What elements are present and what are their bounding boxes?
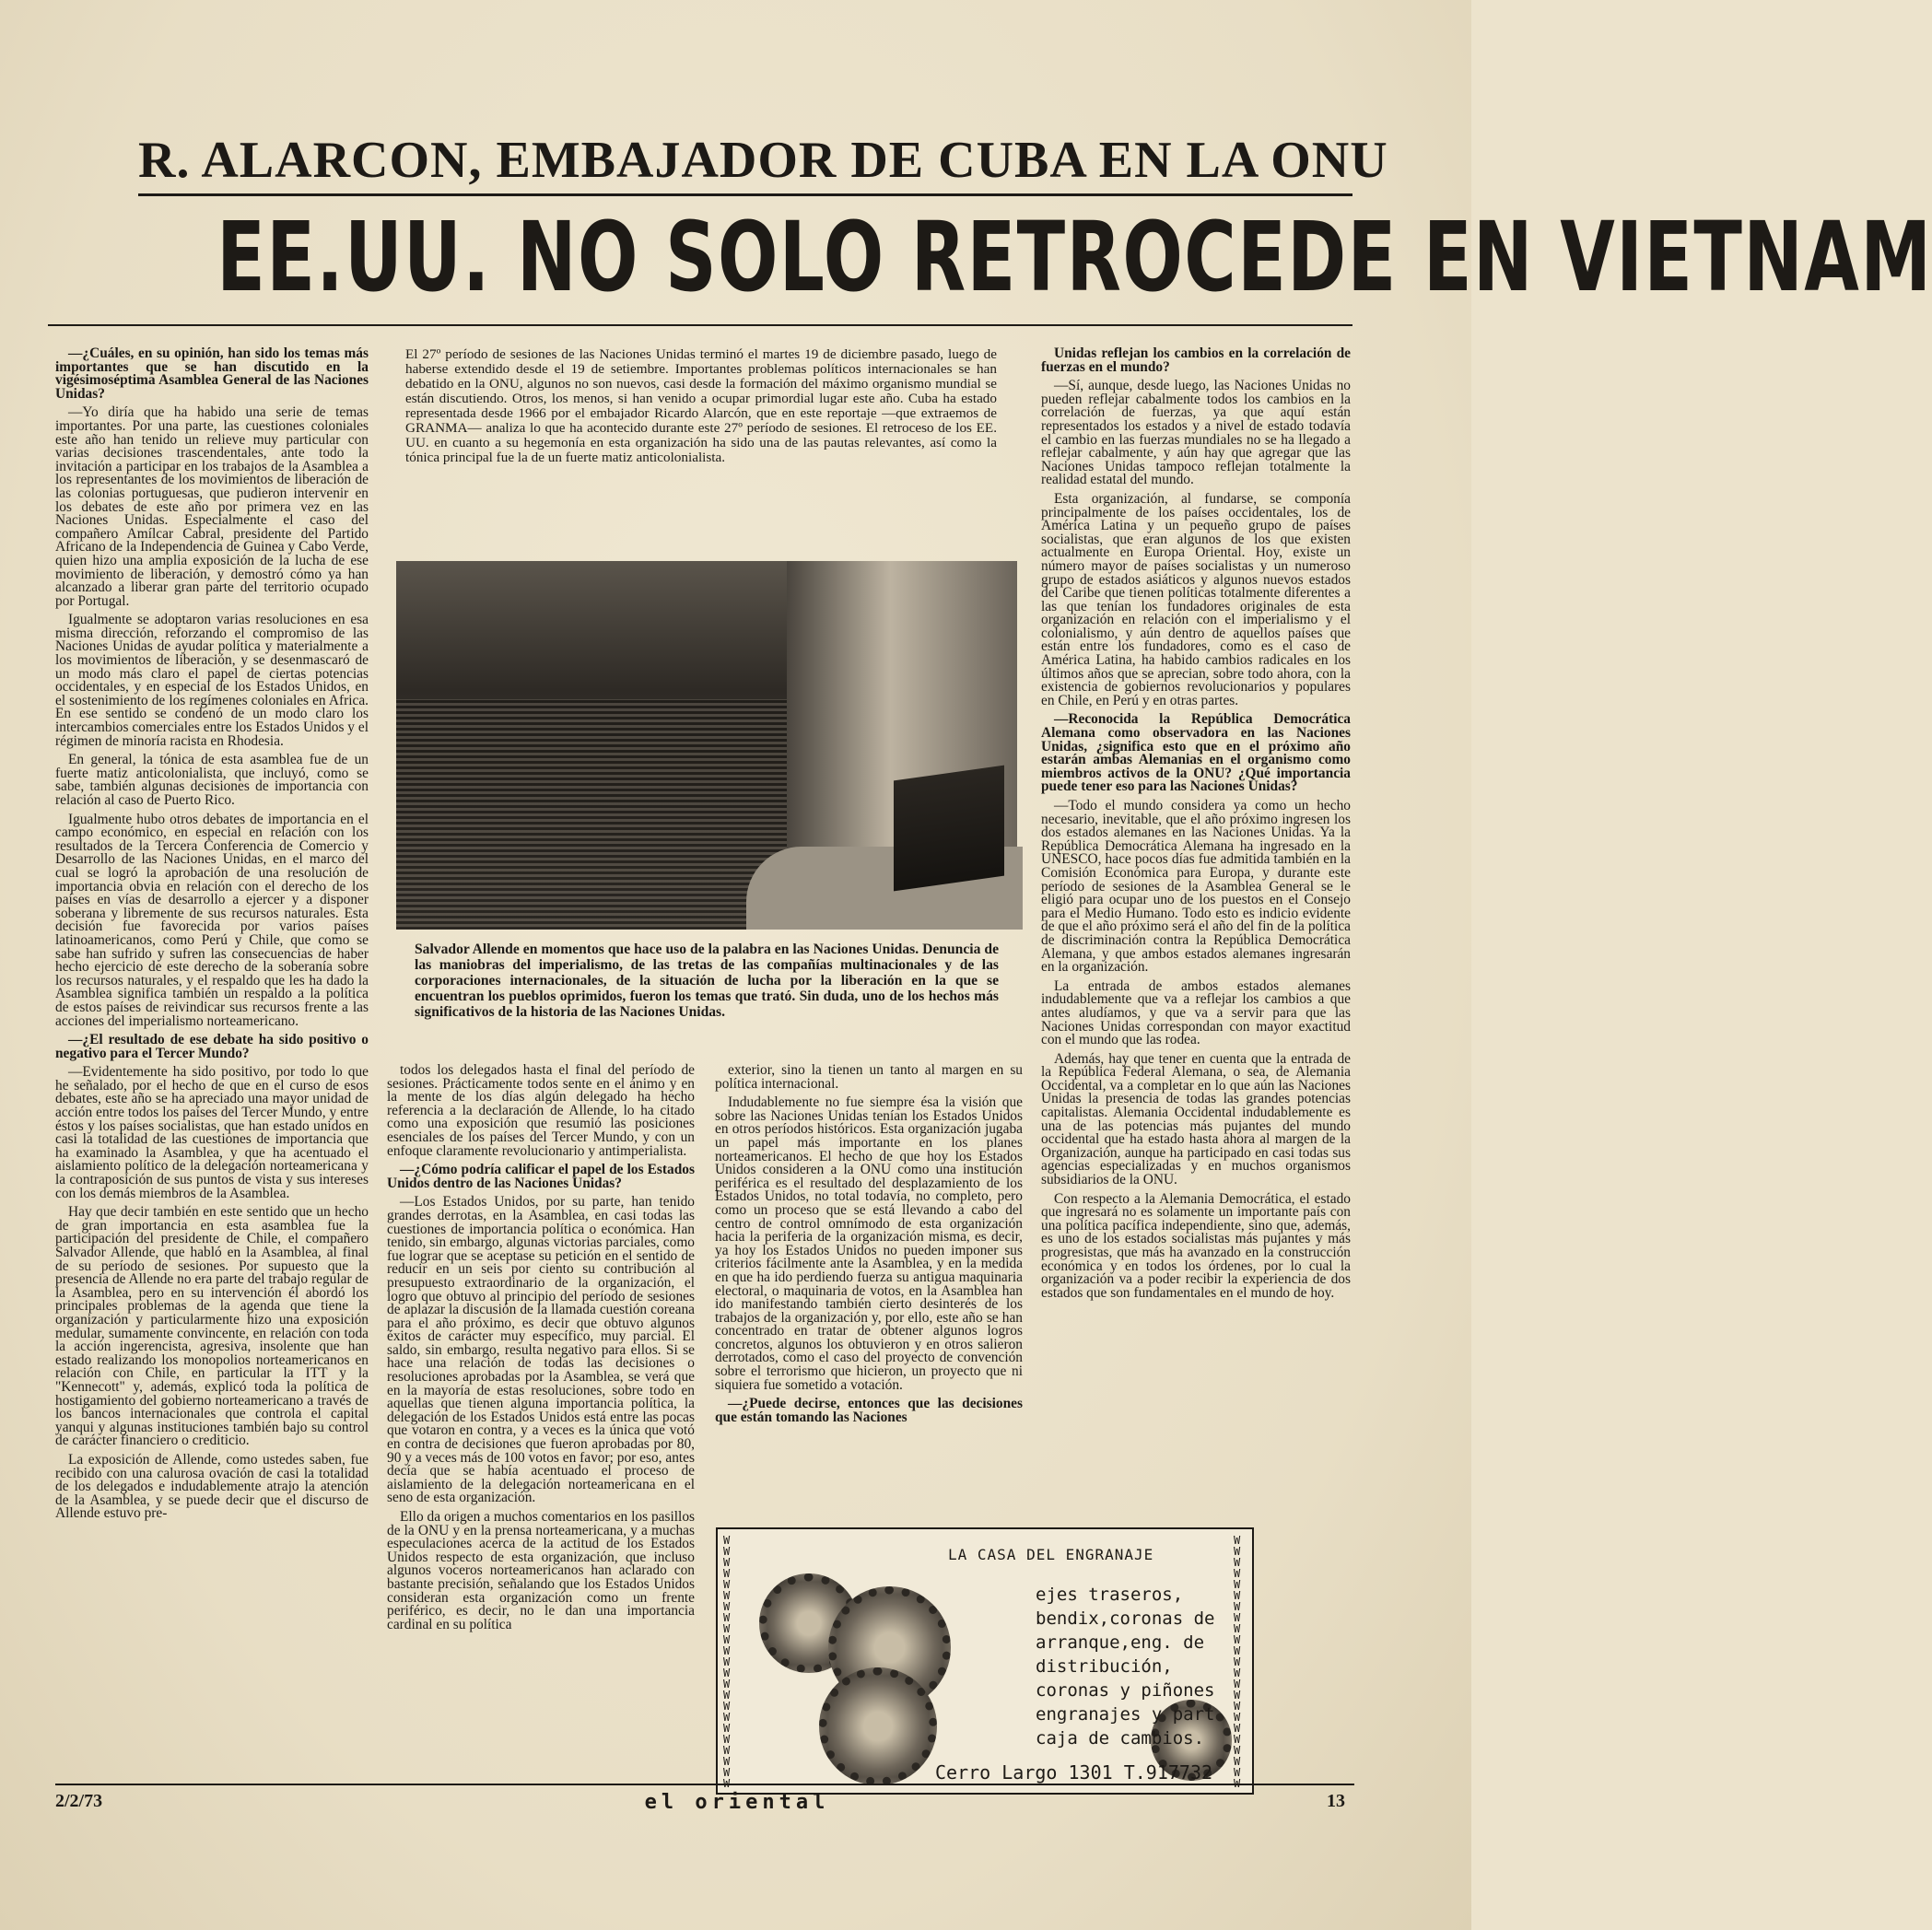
article-paragraph: La entrada de ambos estados alemanes indudablemente que va a reflejar los cambios a que antes aludíamos, y que va a servir para que las Naciones Unidas correspondan con mayor exactitud con el mundo que las rodea. (1041, 977, 1351, 1048)
ad-address-phone: Cerro Largo 1301 T.917732 (935, 1761, 1213, 1784)
article-paragraph: —Todo el mundo considera ya como un hecho necesario, inevitable, que el año próximo ingresen los dos estados alemanes en las Naciones Unidas. Ya la República Democrática Alemana ha ingresado en la UNESCO, hace pocos días fue admitida también en la Comisión Económica para Europa, y durante este período de sesiones de la Asamblea General se le eligió para ocupar uno de los puestos en el Consejo para el Medio Humano. Todo esto es indicio evidente de que el año próximo será el año del fin de la política de discriminación contra la República Democrática Alemana, y que ambos estados alemanes ingresarán en la organización. (1041, 798, 1351, 976)
ad-border-left: W W W W W W W W W W W W W W W W W W W W W W (723, 1534, 731, 1779)
article-paragraph: Indudablemente no fue siempre ésa la visión que sobre las Naciones Unidas tenían los Estados Unidos en otros períodos históricos. Esta organización jugaba un papel más importante en los planes norteamericanos. El hecho de que hoy los Estados Unidos consideren a la ONU como una institución periférica es el resultado del desplazamiento de los Estados Unidos, no total todavía, no completo, pero como un proceso que se está llevando a cabo del centro de control omnímodo de esta organización hacia la periferia de la organización misma, es decir, ya hoy los Estados Unidos no pueden imponer sus criterios fácilmente ante la Asamblea, y en la medida en que ha ido perdiendo fuerza su antigua maquinaria electoral, o maquinaria de votos, en la Asamblea han ido manifestando también cierto desinterés de los trabajos de la organización y, por ello, este año se han concentrado en tratar de obtener algunos logros concretos, algunos los obtuvieron y en otros salieron derrotados, como el caso del proyecto de convención sobre el terrorismo que hicieron, un proyecto que ni siquiera fue sometido a votación. (715, 1094, 1023, 1393)
photo-caption: Salvador Allende en momentos que hace uso de la palabra en las Naciones Unidas. Denuncia de las maniobras del imperialismo, de las tretas de las compañías multinacionales y de las corporaciones internacionales, de la situación de lucha por la liberación en la que se encuentran los pueblos oprimidos, fueron los temas que trató. Sin duda, uno de los hechos más significativos de la historia de las Naciones Unidas. (415, 942, 999, 1020)
page-number: 13 (1327, 1791, 1345, 1811)
photo-podium (894, 766, 1004, 892)
publication-name: el oriental (644, 1791, 830, 1814)
interview-question: —Reconocida la República Democrática Alemana como observadora en las Naciones Unidas, ¿significa esto que en el próximo año estarán ambas Alemanias en el organismo como miembros activos de la ONU? ¿Qué importancia puede tener eso para las Naciones Unidas? (1041, 711, 1351, 795)
assembly-photo (396, 561, 1017, 930)
article-paragraph: Ello da origen a muchos comentarios en los pasillos de la ONU y en la prensa norteamericana, y a muchas especulaciones acerca de la actitud de los Estados Unidos respecto de esta organización, que incluso algunos voceros norteamericanos han aclarado con bastante precisión, señalando que los Estados Unidos consideran esta organización como un frente periférico, es decir, no le dan una importancia cardinal en su política (387, 1509, 695, 1632)
ad-product-list: ejes traseros, bendix,coronas de arranque,eng. de distribución, coronas y piñones engranajes y part caja de cambios. (1036, 1585, 1215, 1749)
headline-rule (48, 324, 1352, 326)
ad-title: LA CASA DEL ENGRANAJE (948, 1546, 1154, 1563)
article-column-3 (715, 1064, 1023, 1488)
interview-question: —¿El resultado de ese debate ha sido positivo o negativo para el Tercer Mundo? (55, 1032, 369, 1061)
article-paragraph: —Yo diría que ha habido una serie de temas importantes. Por una parte, las cuestiones coloniales este año han tenido un relieve muy particular con varias decisiones trascendentales, ante todo la invitación a participar en los trabajos de la Asamblea a los representantes de los movimientos de liberación de las colonias portuguesas, que pudieron intervenir en los debates de este año por primera vez en las Naciones Unidas. Especialmente el caso del compañero Amílcar Cabral, presidente del Partido Africano de la Independencia de Guinea y Cabo Verde, quien hizo una amplia exposición de la lucha de ese movimiento de liberación, y demostró cómo ya han alcanzado a liberar gran parte del territorio ocupado por Portugal. (55, 404, 369, 609)
article-paragraph: —Evidentemente ha sido positivo, por todo lo que he señalado, por el hecho de que en el curso de esos debates, este año se ha apreciado una mayor unidad de acción entre todos los países del Tercer Mundo, y entre éstos y los países socialistas, que han estado unidos en casi la totalidad de las cuestiones de importancia que ha examinado la Asamblea, y que ha acentuado el aislamiento político de la delegación norteamericana y la contraposición de sus puntos de vista y sus intereses con los demás miembros de la Asamblea. (55, 1064, 369, 1201)
interview-question: Unidas reflejan los cambios en la correlación de fuerzas en el mundo? (1041, 345, 1351, 375)
article-paragraph: —Sí, aunque, desde luego, las Naciones Unidas no pueden reflejar cabalmente todos los cambios en la correlación de fuerzas, ya que aquí están representados los estados y a nivel de estado todavía el cambio en las fuerzas mundiales no se ha llegado a reflejar cabalmente, y aún hay que agregar que las Naciones Unidas tampoco reflejan totalmente la realidad estatal del mundo. (1041, 378, 1351, 488)
interview-question: —¿Puede decirse, entonces que las decisiones que están tomando las Naciones (715, 1396, 1023, 1425)
interview-question: —¿Cuáles, en su opinión, han sido los temas más importantes que se han discutido en la vigésimoséptima Asamblea General de las Naciones Unidas? (55, 345, 369, 402)
article-paragraph: Hay que decir también en este sentido que un hecho de gran importancia en esta asamblea fue la participación del presidente de Chile, el compañero Salvador Allende, que habló en la Asamblea, al final de su período de sesiones. Por supuesto que la presencia de Allende no era parte del trabajo regular de la Asamblea, pero en su intervención él abordó los principales problemas de la agenda que tiene la organización y particularmente hizo una exposición medular, sumamente convincente, en relación con toda la acción ingerencista, agresiva, insolente que han estado realizando los monopolios norteamericanos en relación con Chile, en particular la ITT y la "Kennecott" y, además, explicó toda la política de hostigamiento del gobierno norteamericano a través de los bancos internacionales que controla el capital yanqui y algunas instituciones también bajo su control de carácter financiero o crediticio. (55, 1204, 369, 1449)
issue-date: 2/2/73 (55, 1791, 103, 1811)
kicker-title: R. ALARCON, EMBAJADOR DE CUBA EN LA ONU (138, 132, 1388, 189)
article-paragraph: Igualmente se adoptaron varias resoluciones en esa misma dirección, reforzando el compromiso de las Naciones Unidas de ayudar política y materialmente a los movimientos de liberación, y se desenmascaró de un modo más claro el papel de ciertas potencias occidentales, y en especial de los Estados Unidos, en el sostenimiento de los regímenes coloniales en Africa. En ese sentido se condenó de un modo claro los intercambios comerciales entre los Estados Unidos y el régimen de minoría racista en Rhodesia. (55, 612, 369, 749)
article-paragraph: exterior, sino la tienen un tanto al margen en su política internacional. (715, 1062, 1023, 1092)
article-column-2 (387, 1064, 695, 1726)
article-paragraph: Igualmente hubo otros debates de importancia en el campo económico, en especial en relación con los resultados de la Tercera Conferencia de Comercio y Desarrollo de las Naciones Unidas, en el marco del cual se logró la aprobación de una resolución de importancia obvia en relación con el derecho de los países en vías de desarrollo a ejercer y a disponer soberana y libremente de sus recursos naturales. Esta decisión fue favorecida por varios países latinoamericanos, como Perú y Chile, que como se sabe han sufrido y sufren las consecuencias de haber hecho ejercicio de este derecho de la soberanía sobre los recursos naturales, y el respaldo que les ha dado la Asamblea significa también un respaldo a la política de estos países de reivindicar sus recursos frente a las acciones del imperialismo norteamericano. (55, 811, 369, 1029)
article-paragraph: Además, hay que tener en cuenta que la entrada de la República Federal Alemana, o sea, de Alemania Occidental, va a completar en lo que aún las Naciones Unidas la presencia de todas las grandes potencias capitalistas. Alemania Occidental indudablemente es una de las potencias más pujantes del mundo occidental que ha estado hasta ahora al margen de la Organización, aunque ha participado en casi todas sus agencias especializadas y en muchos organismos subsidiarios de la ONU. (1041, 1050, 1351, 1188)
article-paragraph: —Los Estados Unidos, por su parte, han tenido grandes derrotas, en la Asamblea, en casi todas las cuestiones de importancia política o económica. Han tenido, sin embargo, algunas victorias parciales, como fue lograr que se aceptase su petición en el sentido de reducir en un seis por ciento su contribución al presupuesto extraordinario de la organización, el logro que obtuvo al principio del período de sesiones de aplazar la discusión de la llamada cuestión coreana para el año próximo, es decir que obtuvo algunos éxitos de carácter muy específico, muy parcial. El saldo, sin embargo, resulta negativo para ellos. Si se hace una relación de todas las decisiones o resoluciones aprobadas por la Asamblea, se verá que en la mayoría de estas resoluciones, sobre todo en aquellas que tienen alguna importancia política, la delegación de los Estados Unidos está entre las pocas que votaron en contra, y a veces es la única que votó en contra de decisiones que fueron aprobadas por 80, 90 y a veces más de 100 votos en favor; por eso, antes decía que se había acentuado el proceso de aislamiento de la delegación norteamericana en el seno de esta organización. (387, 1194, 695, 1506)
intro-paragraph: El 27º período de sesiones de las Naciones Unidas terminó el martes 19 de diciembre pasado, luego de haberse extendido desde el 19 de setiembre. Importantes problemas políticos internacionales se han debatido en la ONU, algunos no son nuevos, casi desde la formación del máximo organismo mundial se están discutiendo. Otros, los menos, si han venido a ocupar primordial lugar este año. Cuba ha estado representada desde 1966 por el embajador Ricardo Alarcón, que en este reportaje —que extraemos de GRANMA— analiza lo que ha acontecido durante este 27º período de sesiones. El retroceso de los EE. UU. en cuanto a su hegemonía en esta organización ha sido una de las pautas relevantes, así como la tónica principal fue la de un fuerte matiz anticolonialista. (405, 346, 997, 465)
article-paragraph: Con respecto a la Alemania Democrática, el estado que ingresará no es solamente un importante país con una política pacífica independiente, sino que, además, es uno de los estados socialistas más pujantes y más progresistas, que más ha avanzado en la construcción económica y en todos los órdenes, por lo cual la organización va a poder recibir la experiencia de dos estados que son fundamentales en el mundo de hoy. (1041, 1190, 1351, 1301)
footer-rule (55, 1784, 1354, 1785)
article-paragraph: La exposición de Allende, como ustedes saben, fue recibido con una calurosa ovación de casi la totalidad de los delegados e indudablemente atrajo la atención de la Asamblea, y se puede decir que el discurso de Allende estuvo pre- (55, 1451, 369, 1522)
article-column-1 (55, 347, 369, 1726)
interview-question: —¿Cómo podría calificar el papel de los Estados Unidos dentro de las Naciones Unidas? (387, 1162, 695, 1191)
gear-illustration (819, 1667, 937, 1785)
ad-border-right: W W W W W W W W W W W W W W W W W W W W W W (1234, 1534, 1241, 1779)
top-rule (138, 193, 1352, 196)
gear-shop-advertisement (716, 1527, 1254, 1795)
main-headline: EE.UU. NO SOLO RETROCEDE EN VIETNAM (217, 201, 1932, 313)
article-paragraph: todos los delegados hasta el final del período de sesiones. Prácticamente todos sente en el ánimo y en la mente de los días algún delegado ha hecho referencia a la declaración de Allende, lo ha citado como una exposición que resumió las posiciones esenciales de los países del Tercer Mundo, y con un enfoque claramente revolucionario y antimperialista. (387, 1062, 695, 1159)
article-paragraph: En general, la tónica de esta asamblea fue de un fuerte matiz anticolonialista, que incluyó, como se sabe, también algunas decisiones de importancia con relación al caso de Puerto Rico. (55, 752, 369, 808)
article-paragraph: Esta organización, al fundarse, se componía principalmente de los países occidentales, los de América Latina y un pequeño grupo de países socialistas, que eran algunos de los que existen actualmente en Europa Oriental. Hoy, existe un número mayor de países socialistas y un numeroso grupo de estados asiáticos y algunos nuevos estados del Caribe que tienen políticas totalmente diferentes a las que tenían los fundadores originales de esta organización en relación con el imperialismo y el colonialismo, y aún dentro de aquellos países que están entre los fundadores, como es el caso de América Latina, ha habido cambios radicales en los últimos años que se aprecian, sobre todo ahora, con la existencia de gobiernos revolucionarios y populares en Chile, en Perú y en otras partes. (1041, 490, 1351, 708)
article-column-4 (1041, 347, 1351, 1508)
